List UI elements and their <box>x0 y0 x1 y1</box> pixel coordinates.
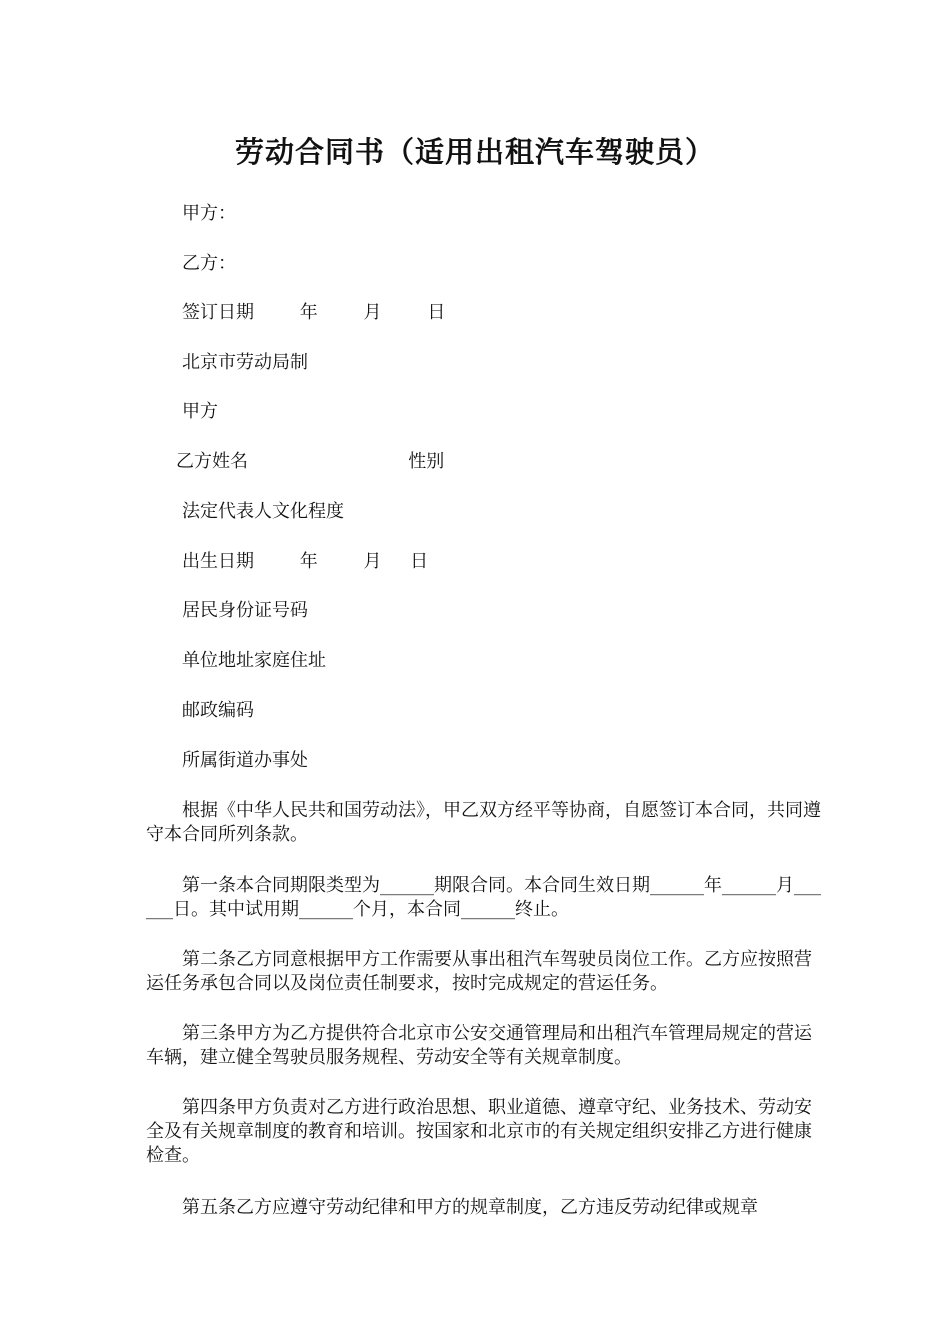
paragraph-article-3: 第三条甲方为乙方提供符合北京市公安交通管理局和出租汽车管理局规定的营运车辆，建立健全驾驶员服务规程、劳动安全等有关规章制度。 <box>146 1023 812 1068</box>
field-name-gender: 乙方姓名 性别 <box>176 451 445 472</box>
document-title: 劳动合同书（适用出租汽车驾驶员） <box>234 135 715 169</box>
field-street-office: 所属街道办事处 <box>182 750 308 771</box>
field-id-number: 居民身份证号码 <box>182 600 308 621</box>
field-issuer: 北京市劳动局制 <box>182 352 308 373</box>
field-birth-date: 出生日期 年 月 日 <box>182 551 429 572</box>
paragraph-article-5: 第五条乙方应遵守劳动纪律和甲方的规章制度，乙方违反劳动纪律或规章 <box>182 1197 758 1218</box>
paragraph-preamble: 根据《中华人民共和国劳动法》，甲乙双方经平等协商，自愿签订本合同，共同遵守本合同所列条款。 <box>146 800 821 845</box>
field-party-a-2: 甲方 <box>182 401 218 422</box>
field-party-a: 甲方： <box>182 203 236 224</box>
field-address: 单位地址家庭住址 <box>182 650 326 671</box>
paragraph-article-1: 第一条本合同期限类型为______期限合同。本合同生效日期______年______月______日。其中试用期______个月，本合同______终止。 <box>146 875 821 920</box>
field-legal-rep-education: 法定代表人文化程度 <box>182 501 344 522</box>
paragraph-article-4: 第四条甲方负责对乙方进行政治思想、职业道德、遵章守纪、业务技术、劳动安全及有关规章制度的教育和培训。按国家和北京市的有关规定组织安排乙方进行健康检查。 <box>146 1097 812 1166</box>
field-sign-date: 签订日期 年 月 日 <box>182 302 446 323</box>
field-party-b: 乙方： <box>182 253 236 274</box>
paragraph-article-2: 第二条乙方同意根据甲方工作需要从事出租汽车驾驶员岗位工作。乙方应按照营运任务承包合同以及岗位责任制要求，按时完成规定的营运任务。 <box>146 949 812 994</box>
field-postcode: 邮政编码 <box>182 700 254 721</box>
